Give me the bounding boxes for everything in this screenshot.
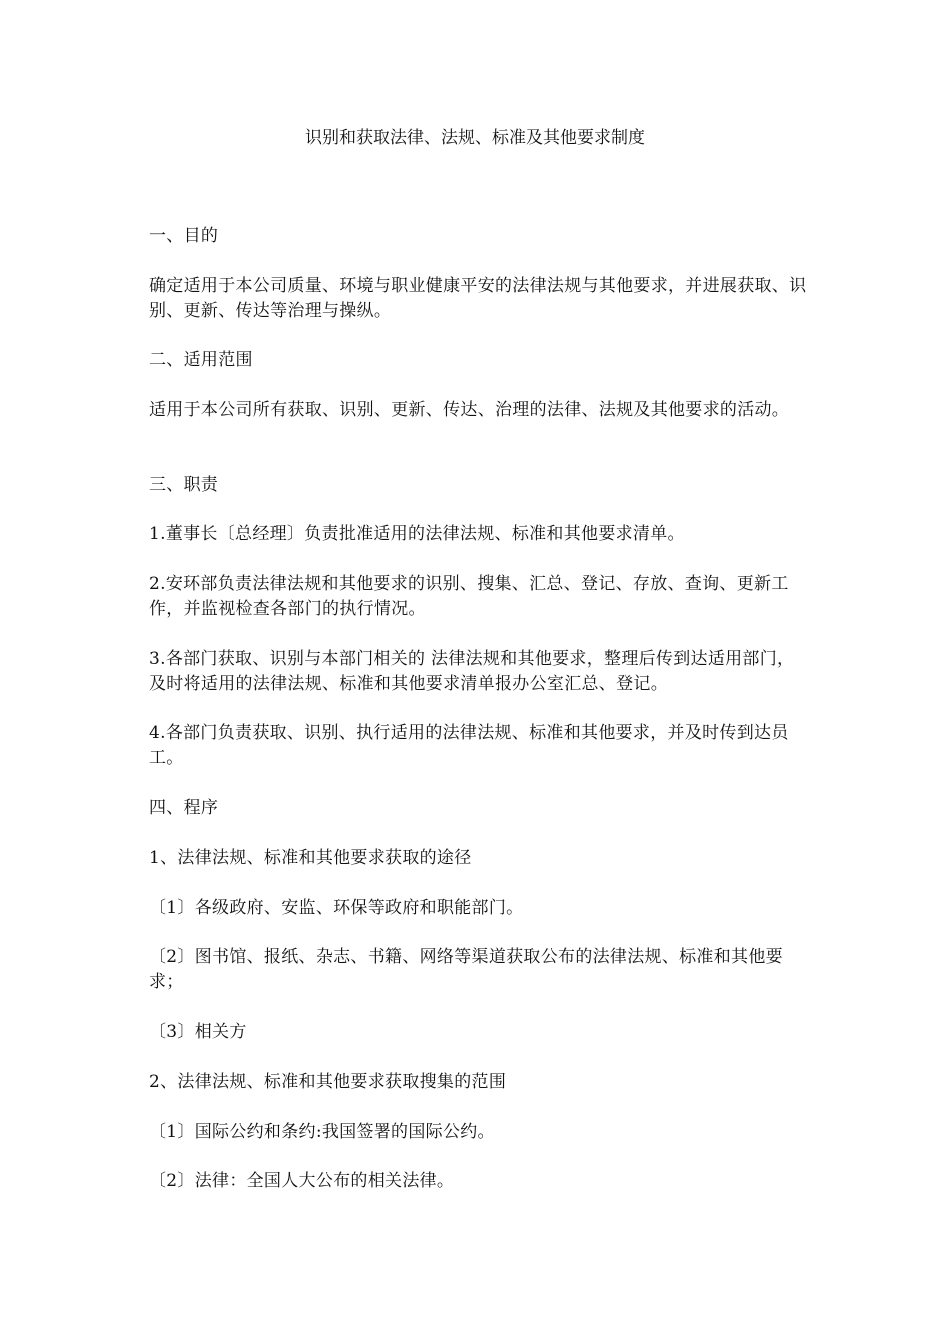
paragraph-responsibility-2: 2.安环部负责法律法规和其他要求的识别、搜集、汇总、登记、存放、查询、更新工作，并监视检查各部门的执行情况。 [149,574,789,619]
list-item-scope-1: 〔1〕国际公约和条约:我国签署的国际公约。 [149,1122,495,1142]
section-heading-purpose: 一、目的 [149,226,219,246]
paragraph-purpose: 确定适用于本公司质量、环境与职业健康平安的法律法规与其他要求，并进展获取、识别、更新、传达等治理与操纵。 [149,276,807,321]
paragraph-responsibility-4: 4.各部门负责获取、识别、执行适用的法律法规、标准和其他要求，并及时传到达员工。 [149,723,789,768]
section-heading-procedure: 四、程序 [149,798,219,818]
list-item-scope-2: 〔2〕法律：全国人大公布的相关法律。 [149,1171,455,1191]
list-item-channel-3: 〔3〕相关方 [149,1022,247,1042]
paragraph-responsibility-1: 1.董事长〔总经理〕负责批准适用的法律法规、标准和其他要求清单。 [149,524,685,544]
paragraph-scope: 适用于本公司所有获取、识别、更新、传达、治理的法律、法规及其他要求的活动。 [149,400,790,420]
paragraph-responsibility-3: 3.各部门获取、识别与本部门相关的 法律法规和其他要求，整理后传到达适用部门，及时将适用的法律法规、标准和其他要求清单报办公室汇总、登记。 [149,649,795,694]
section-heading-scope: 二、适用范围 [149,350,253,370]
section-heading-responsibilities: 三、职责 [149,475,219,495]
subheading-acquisition-channels: 1、法律法规、标准和其他要求获取的途径 [149,848,472,868]
document-title: 识别和获取法律、法规、标准及其他要求制度 [305,128,645,148]
list-item-channel-1: 〔1〕各级政府、安监、环保等政府和职能部门。 [149,898,524,918]
subheading-collection-scope: 2、法律法规、标准和其他要求获取搜集的范围 [149,1072,507,1092]
list-item-channel-2: 〔2〕图书馆、报纸、杂志、书籍、网络等渠道获取公布的法律法规、标准和其他要求； [149,947,783,992]
